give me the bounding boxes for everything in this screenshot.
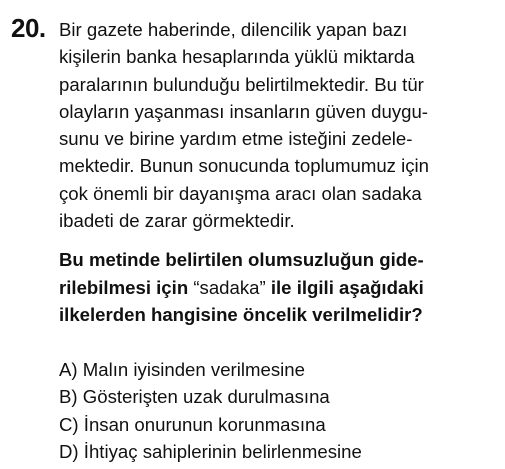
stem-line: paralarının bulunduğu belirtilmektedir. Bu tür bbox=[59, 73, 424, 95]
question-stem bbox=[59, 16, 479, 234]
question-number: 20. bbox=[11, 13, 46, 43]
prompt-bold-start: rilebilmesi için bbox=[59, 276, 194, 298]
stem-line: kişilerin banka hesaplarında yüklü miktarda bbox=[59, 46, 415, 68]
prompt-line-2 bbox=[59, 274, 489, 302]
prompt-line-1: Bu metinde belirtilen olumsuzluğun gide- bbox=[59, 249, 424, 270]
prompt-line-3: ilkelerden hangisine öncelik verilmelidir? bbox=[59, 304, 423, 325]
answer-options bbox=[59, 356, 362, 465]
stem-line: olayların yaşanması insanların güven duygu- bbox=[59, 100, 428, 122]
stem-line: çok önemli bir dayanışma aracı olan sadaka bbox=[59, 182, 422, 204]
option-b[interactable]: B) Gösterişten uzak durulmasına bbox=[59, 386, 330, 408]
stem-line: Bir gazete haberinde, dilencilik yapan bazı bbox=[59, 19, 408, 40]
stem-line: mektedir. Bunun sonucunda toplumumuz için bbox=[59, 155, 430, 177]
prompt-bold-end: ile ilgili aşağıdaki bbox=[265, 276, 424, 298]
option-a[interactable]: A) Malın iyisinden verilmesine bbox=[59, 359, 305, 380]
prompt-quoted-term: “sadaka” bbox=[193, 276, 266, 298]
option-c[interactable]: C) İnsan onurunun korunmasına bbox=[59, 413, 326, 435]
question-prompt bbox=[59, 246, 489, 329]
stem-line: ibadeti de zarar görmektedir. bbox=[59, 210, 295, 232]
stem-line: sunu ve birine yardım etme isteğini zedele- bbox=[59, 128, 413, 150]
option-d[interactable]: D) İhtiyaç sahiplerinin belirlenmesine bbox=[59, 440, 362, 462]
